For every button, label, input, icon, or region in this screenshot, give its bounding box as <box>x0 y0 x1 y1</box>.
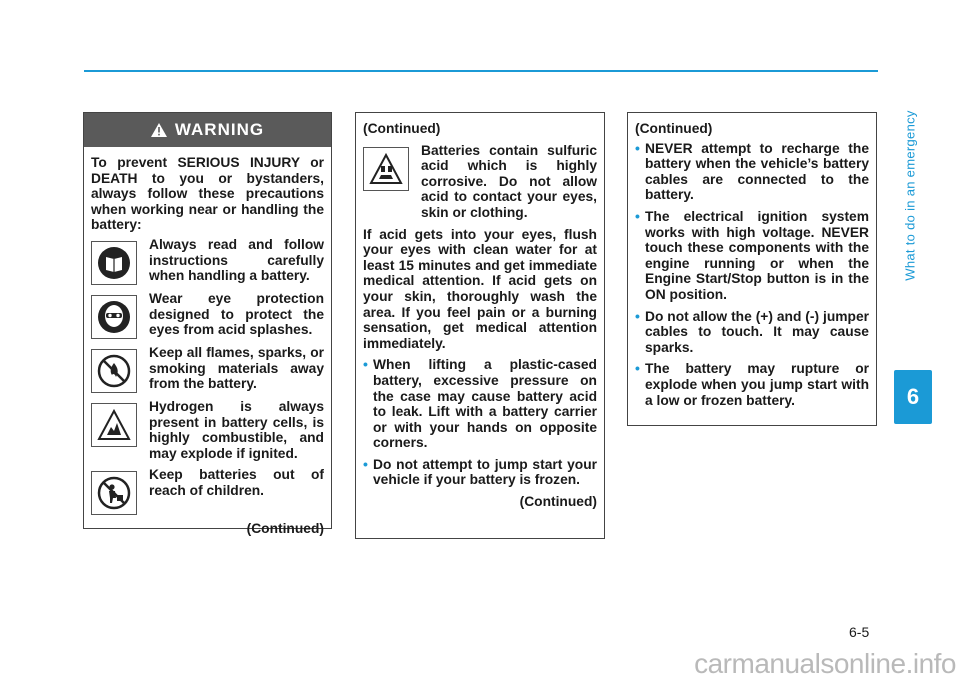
list-item <box>91 291 324 339</box>
bullet-icon: • <box>363 356 368 373</box>
list-item <box>635 209 869 303</box>
continued-heading: (Continued) <box>363 121 441 136</box>
bullet-icon: • <box>635 139 640 156</box>
continued-label: (Continued) <box>246 521 324 537</box>
list-item <box>363 357 597 451</box>
warning-header <box>84 113 331 147</box>
item-text: Always read and follow instructions carefully when handling a battery. <box>149 236 324 284</box>
warning-triangle-icon <box>151 123 167 137</box>
warning-title: WARNING <box>174 120 265 140</box>
manual-book-icon <box>91 241 137 285</box>
list-item <box>635 309 869 356</box>
bullet-icon: • <box>363 455 368 472</box>
bullet-text: The battery may rupture or explode when you jump start with a low or frozen battery. <box>645 361 869 408</box>
bullet-text: Do not allow the (+) and (-) jumper cables to touch. It may cause sparks. <box>645 308 869 355</box>
item-text: Hydrogen is always present in battery cells, is highly combustible, and may explode if ignited. <box>149 398 324 461</box>
bullet-icon: • <box>635 207 640 224</box>
chapter-title: What to do in an emergency <box>902 109 918 281</box>
chapter-tab[interactable]: 6 <box>894 370 932 424</box>
page-number: 6-5 <box>849 624 870 640</box>
list-item <box>363 457 597 488</box>
warning-box-continued-2 <box>627 112 877 426</box>
list-item <box>91 467 324 515</box>
eye-protection-icon <box>91 295 137 339</box>
list-item <box>363 143 597 221</box>
bullet-text: Do not attempt to jump start your vehicle if your battery is frozen. <box>373 456 597 488</box>
list-item <box>91 345 324 393</box>
no-flames-icon <box>91 349 137 393</box>
item-text: Batteries contain sulfuric acid which is highly corrosive. Do not allow acid to contact your eyes, skin or clothing. <box>421 142 597 220</box>
bullet-icon: • <box>635 307 640 324</box>
bullet-text: NEVER attempt to recharge the battery when the vehicle’s battery cables are connected to the battery. <box>645 140 869 203</box>
header-rule <box>84 70 878 72</box>
chapter-side-title <box>899 40 921 350</box>
list-item <box>91 237 324 285</box>
item-text: Keep all flames, sparks, or smoking materials away from the battery. <box>149 344 324 392</box>
list-item <box>635 361 869 408</box>
watermark: carmanualsonline.info <box>694 648 956 679</box>
explosion-warning-icon <box>91 403 137 447</box>
warning-intro: To prevent SERIOUS INJURY or DEATH to you or bystanders, always follow these precautions when working near or handling the battery: <box>91 155 324 233</box>
item-text: Keep batteries out of reach of children. <box>149 467 324 498</box>
warning-box-continued-1 <box>355 112 605 539</box>
list-item <box>635 141 869 203</box>
acid-paragraph: If acid gets into your eyes, flush your eyes with clean water for at least 15 minutes and get immediate medical attention. If acid gets on your skin, thoroughly wash the area. If you feel pain or a burning sensation, get medical attention immediately. <box>363 226 597 351</box>
list-item <box>91 399 324 461</box>
continued-heading: (Continued) <box>635 121 713 136</box>
bullet-text: The electrical ignition system works with high voltage. NEVER touch these components with the engine running or when the Engine Start/Stop button is in the ON position. <box>645 208 869 302</box>
bullet-icon: • <box>635 360 640 377</box>
keep-children-away-icon <box>91 471 137 515</box>
corrosive-acid-icon <box>363 147 409 191</box>
warning-box <box>83 112 332 537</box>
continued-label: (Continued) <box>519 494 597 510</box>
item-text: Wear eye protection designed to protect the eyes from acid splashes. <box>149 290 324 338</box>
bullet-text: When lifting a plastic-cased battery, excessive pressure on the case may cause battery acid to leak. Lift with a battery carrier or with your hands on opposite corners. <box>373 357 597 451</box>
